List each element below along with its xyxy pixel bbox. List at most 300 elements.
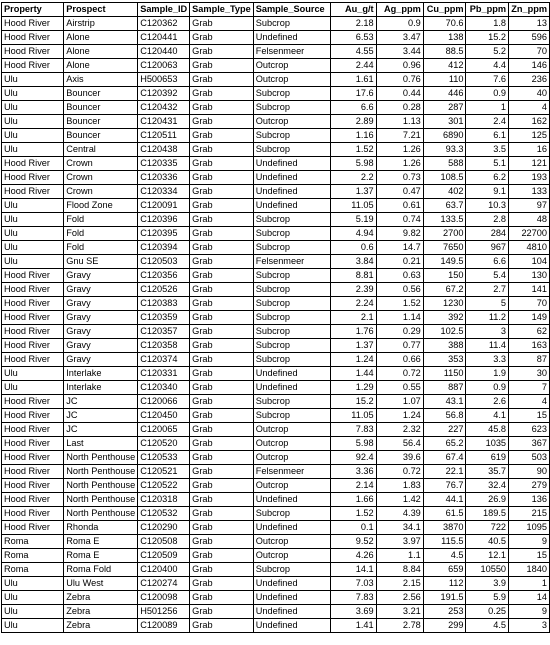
cell-sample-type: Grab	[190, 143, 254, 157]
cell-property: Hood River	[2, 395, 64, 409]
cell-property: Ulu	[2, 255, 64, 269]
cell-property: Ulu	[2, 241, 64, 255]
cell-ag: 1.52	[376, 297, 423, 311]
cell-sample-source: Subcrop	[253, 353, 331, 367]
cell-sample-source: Subcrop	[253, 325, 331, 339]
table-row	[2, 591, 550, 605]
cell-cu: 588	[423, 157, 466, 171]
cell-sample-id: C120358	[138, 339, 190, 353]
cell-au: 6.53	[331, 31, 376, 45]
table-row	[2, 73, 550, 87]
cell-property: Ulu	[2, 199, 64, 213]
cell-ag: 2.32	[376, 423, 423, 437]
cell-sample-type: Grab	[190, 297, 254, 311]
cell-sample-id: C120359	[138, 311, 190, 325]
cell-sample-id: C120362	[138, 17, 190, 31]
cell-cu: 402	[423, 185, 466, 199]
cell-sample-type: Grab	[190, 129, 254, 143]
cell-sample-source: Outcrop	[253, 73, 331, 87]
cell-sample-id: C120432	[138, 101, 190, 115]
table-row	[2, 395, 550, 409]
cell-au: 1.76	[331, 325, 376, 339]
cell-au: 5.19	[331, 213, 376, 227]
cell-ag: 2.56	[376, 591, 423, 605]
cell-property: Ulu	[2, 115, 64, 129]
cell-zn: 163	[509, 339, 550, 353]
cell-au: 1.41	[331, 619, 376, 633]
cell-prospect: Last	[64, 437, 138, 451]
cell-ag: 3.97	[376, 535, 423, 549]
cell-sample-id: C120340	[138, 381, 190, 395]
cell-au: 2.18	[331, 17, 376, 31]
cell-pb: 5.1	[466, 157, 509, 171]
cell-sample-source: Outcrop	[253, 451, 331, 465]
cell-sample-source: Subcrop	[253, 213, 331, 227]
table-row	[2, 185, 550, 199]
cell-zn: 9	[509, 605, 550, 619]
cell-au: 2.44	[331, 59, 376, 73]
cell-pb: 3.5	[466, 143, 509, 157]
cell-au: 2.89	[331, 115, 376, 129]
cell-zn: 503	[509, 451, 550, 465]
cell-sample-id: C120508	[138, 535, 190, 549]
header-sample-id: Sample_ID	[138, 3, 190, 17]
cell-ag: 1.1	[376, 549, 423, 563]
cell-ag: 2.15	[376, 577, 423, 591]
cell-au: 4.94	[331, 227, 376, 241]
cell-sample-id: C120318	[138, 493, 190, 507]
cell-ag: 2.78	[376, 619, 423, 633]
cell-zn: 596	[509, 31, 550, 45]
cell-sample-source: Undefined	[253, 619, 331, 633]
cell-prospect: Gravy	[64, 269, 138, 283]
cell-sample-id: C120431	[138, 115, 190, 129]
cell-property: Hood River	[2, 353, 64, 367]
cell-sample-type: Grab	[190, 59, 254, 73]
cell-au: 8.81	[331, 269, 376, 283]
cell-ag: 0.73	[376, 171, 423, 185]
cell-zn: 1	[509, 577, 550, 591]
cell-zn: 133	[509, 185, 550, 199]
cell-sample-id: C120274	[138, 577, 190, 591]
cell-sample-type: Grab	[190, 591, 254, 605]
cell-prospect: Bouncer	[64, 101, 138, 115]
cell-sample-type: Grab	[190, 437, 254, 451]
cell-cu: 133.5	[423, 213, 466, 227]
table-row	[2, 535, 550, 549]
cell-property: Hood River	[2, 409, 64, 423]
table-row	[2, 339, 550, 353]
cell-cu: 227	[423, 423, 466, 437]
table-row	[2, 619, 550, 633]
cell-cu: 67.4	[423, 451, 466, 465]
cell-property: Ulu	[2, 577, 64, 591]
cell-au: 0.1	[331, 521, 376, 535]
cell-sample-id: C120396	[138, 213, 190, 227]
cell-property: Hood River	[2, 521, 64, 535]
cell-sample-type: Grab	[190, 479, 254, 493]
cell-ag: 0.72	[376, 465, 423, 479]
cell-property: Hood River	[2, 17, 64, 31]
table-row	[2, 367, 550, 381]
cell-cu: 659	[423, 563, 466, 577]
cell-prospect: JC	[64, 395, 138, 409]
cell-sample-type: Grab	[190, 353, 254, 367]
cell-sample-source: Subcrop	[253, 129, 331, 143]
cell-prospect: Gravy	[64, 353, 138, 367]
cell-cu: 1150	[423, 367, 466, 381]
cell-sample-source: Undefined	[253, 605, 331, 619]
cell-au: 1.37	[331, 185, 376, 199]
cell-pb: 5.2	[466, 45, 509, 59]
cell-zn: 141	[509, 283, 550, 297]
cell-sample-type: Grab	[190, 255, 254, 269]
table-row	[2, 129, 550, 143]
cell-pb: 5.9	[466, 591, 509, 605]
cell-ag: 1.42	[376, 493, 423, 507]
cell-sample-source: Undefined	[253, 157, 331, 171]
cell-property: Hood River	[2, 171, 64, 185]
cell-sample-type: Grab	[190, 367, 254, 381]
cell-sample-id: C120089	[138, 619, 190, 633]
table-row	[2, 479, 550, 493]
cell-zn: 48	[509, 213, 550, 227]
cell-zn: 22700	[509, 227, 550, 241]
header-sample-source: Sample_Source	[253, 3, 331, 17]
cell-zn: 193	[509, 171, 550, 185]
cell-sample-type: Grab	[190, 241, 254, 255]
cell-sample-id: C120521	[138, 465, 190, 479]
table-row	[2, 381, 550, 395]
cell-sample-source: Subcrop	[253, 409, 331, 423]
cell-cu: 2700	[423, 227, 466, 241]
cell-property: Hood River	[2, 423, 64, 437]
cell-pb: 15.2	[466, 31, 509, 45]
cell-pb: 3	[466, 325, 509, 339]
header-cu: Cu_ppm	[423, 3, 466, 17]
cell-sample-source: Undefined	[253, 577, 331, 591]
cell-sample-id: C120522	[138, 479, 190, 493]
cell-pb: 40.5	[466, 535, 509, 549]
cell-zn: 1095	[509, 521, 550, 535]
cell-cu: 102.5	[423, 325, 466, 339]
cell-sample-id: H501256	[138, 605, 190, 619]
cell-zn: 146	[509, 59, 550, 73]
table-row	[2, 451, 550, 465]
cell-sample-id: C120438	[138, 143, 190, 157]
cell-sample-source: Undefined	[253, 381, 331, 395]
cell-zn: 236	[509, 73, 550, 87]
cell-pb: 6.1	[466, 129, 509, 143]
cell-pb: 4.1	[466, 409, 509, 423]
cell-ag: 1.13	[376, 115, 423, 129]
cell-pb: 10.3	[466, 199, 509, 213]
cell-prospect: JC	[64, 423, 138, 437]
table-row	[2, 199, 550, 213]
table-row	[2, 283, 550, 297]
cell-sample-type: Grab	[190, 395, 254, 409]
cell-zn: 14	[509, 591, 550, 605]
cell-au: 1.52	[331, 143, 376, 157]
cell-pb: 722	[466, 521, 509, 535]
cell-sample-type: Grab	[190, 577, 254, 591]
cell-pb: 12.1	[466, 549, 509, 563]
cell-au: 17.6	[331, 87, 376, 101]
cell-sample-source: Subcrop	[253, 311, 331, 325]
cell-cu: 299	[423, 619, 466, 633]
table-row	[2, 171, 550, 185]
sample-assay-table	[1, 2, 550, 633]
cell-sample-type: Grab	[190, 115, 254, 129]
cell-au: 7.03	[331, 577, 376, 591]
cell-sample-id: C120400	[138, 563, 190, 577]
cell-property: Hood River	[2, 507, 64, 521]
cell-property: Roma	[2, 549, 64, 563]
cell-ag: 0.63	[376, 269, 423, 283]
cell-prospect: Alone	[64, 45, 138, 59]
cell-zn: 121	[509, 157, 550, 171]
cell-zn: 3	[509, 619, 550, 633]
cell-pb: 4.4	[466, 59, 509, 73]
cell-au: 2.14	[331, 479, 376, 493]
cell-sample-type: Grab	[190, 507, 254, 521]
table-row	[2, 605, 550, 619]
cell-pb: 45.8	[466, 423, 509, 437]
cell-pb: 7.6	[466, 73, 509, 87]
cell-sample-source: Subcrop	[253, 507, 331, 521]
cell-cu: 138	[423, 31, 466, 45]
cell-zn: 623	[509, 423, 550, 437]
cell-cu: 388	[423, 339, 466, 353]
cell-property: Hood River	[2, 185, 64, 199]
cell-prospect: Zebra	[64, 605, 138, 619]
cell-property: Ulu	[2, 591, 64, 605]
cell-pb: 6.2	[466, 171, 509, 185]
cell-pb: 1.9	[466, 367, 509, 381]
cell-au: 1.61	[331, 73, 376, 87]
cell-cu: 6890	[423, 129, 466, 143]
cell-pb: 0.25	[466, 605, 509, 619]
cell-pb: 0.9	[466, 381, 509, 395]
cell-sample-source: Undefined	[253, 199, 331, 213]
cell-au: 11.05	[331, 199, 376, 213]
cell-ag: 0.61	[376, 199, 423, 213]
cell-cu: 108.5	[423, 171, 466, 185]
cell-prospect: Alone	[64, 31, 138, 45]
cell-sample-id: C120440	[138, 45, 190, 59]
cell-cu: 65.2	[423, 437, 466, 451]
cell-au: 2.24	[331, 297, 376, 311]
cell-property: Hood River	[2, 451, 64, 465]
cell-ag: 3.44	[376, 45, 423, 59]
cell-sample-source: Felsenmeer	[253, 255, 331, 269]
cell-cu: 287	[423, 101, 466, 115]
cell-sample-id: C120065	[138, 423, 190, 437]
cell-ag: 1.07	[376, 395, 423, 409]
table-row	[2, 241, 550, 255]
cell-cu: 1230	[423, 297, 466, 311]
cell-sample-source: Outcrop	[253, 479, 331, 493]
cell-au: 2.39	[331, 283, 376, 297]
cell-property: Hood River	[2, 493, 64, 507]
cell-prospect: Gravy	[64, 325, 138, 339]
cell-prospect: North Penthouse	[64, 493, 138, 507]
cell-sample-type: Grab	[190, 465, 254, 479]
cell-zn: 215	[509, 507, 550, 521]
cell-zn: 13	[509, 17, 550, 31]
cell-prospect: Rhonda	[64, 521, 138, 535]
cell-sample-source: Subcrop	[253, 339, 331, 353]
cell-pb: 3.3	[466, 353, 509, 367]
cell-ag: 0.21	[376, 255, 423, 269]
cell-sample-type: Grab	[190, 31, 254, 45]
cell-au: 4.55	[331, 45, 376, 59]
cell-sample-id: H500653	[138, 73, 190, 87]
table-row	[2, 325, 550, 339]
cell-au: 0.6	[331, 241, 376, 255]
cell-sample-type: Grab	[190, 213, 254, 227]
cell-cu: 110	[423, 73, 466, 87]
cell-pb: 4.5	[466, 619, 509, 633]
cell-property: Hood River	[2, 283, 64, 297]
cell-sample-type: Grab	[190, 45, 254, 59]
cell-property: Ulu	[2, 129, 64, 143]
table-row	[2, 269, 550, 283]
cell-sample-source: Subcrop	[253, 87, 331, 101]
cell-sample-source: Outcrop	[253, 115, 331, 129]
table-row	[2, 101, 550, 115]
cell-property: Hood River	[2, 59, 64, 73]
cell-pb: 6.6	[466, 255, 509, 269]
cell-property: Hood River	[2, 479, 64, 493]
header-pb: Pb_ppm	[466, 3, 509, 17]
cell-property: Ulu	[2, 367, 64, 381]
cell-sample-source: Undefined	[253, 185, 331, 199]
cell-cu: 150	[423, 269, 466, 283]
table-row	[2, 577, 550, 591]
cell-cu: 88.5	[423, 45, 466, 59]
cell-ag: 1.26	[376, 157, 423, 171]
cell-sample-id: C120394	[138, 241, 190, 255]
cell-ag: 0.28	[376, 101, 423, 115]
table-row	[2, 31, 550, 45]
table-row	[2, 549, 550, 563]
cell-sample-source: Felsenmeer	[253, 45, 331, 59]
cell-sample-id: C120383	[138, 297, 190, 311]
cell-property: Hood River	[2, 311, 64, 325]
cell-sample-source: Subcrop	[253, 283, 331, 297]
cell-pb: 26.9	[466, 493, 509, 507]
cell-au: 7.83	[331, 423, 376, 437]
cell-prospect: Crown	[64, 171, 138, 185]
cell-prospect: Ulu West	[64, 577, 138, 591]
table-row	[2, 465, 550, 479]
cell-ag: 8.84	[376, 563, 423, 577]
table-row	[2, 423, 550, 437]
cell-sample-type: Grab	[190, 339, 254, 353]
cell-sample-type: Grab	[190, 563, 254, 577]
cell-prospect: Interlake	[64, 381, 138, 395]
cell-ag: 0.76	[376, 73, 423, 87]
cell-property: Ulu	[2, 381, 64, 395]
cell-prospect: Gnu SE	[64, 255, 138, 269]
cell-ag: 0.44	[376, 87, 423, 101]
cell-zn: 7	[509, 381, 550, 395]
cell-sample-type: Grab	[190, 87, 254, 101]
table-row	[2, 45, 550, 59]
cell-zn: 9	[509, 535, 550, 549]
cell-zn: 4	[509, 101, 550, 115]
cell-pb: 2.8	[466, 213, 509, 227]
cell-prospect: Interlake	[64, 367, 138, 381]
cell-cu: 70.6	[423, 17, 466, 31]
cell-pb: 2.6	[466, 395, 509, 409]
cell-pb: 5	[466, 297, 509, 311]
cell-prospect: North Penthouse	[64, 479, 138, 493]
cell-prospect: Crown	[64, 185, 138, 199]
cell-pb: 35.7	[466, 465, 509, 479]
cell-ag: 0.72	[376, 367, 423, 381]
cell-property: Hood River	[2, 45, 64, 59]
header-prospect: Prospect	[64, 3, 138, 17]
cell-ag: 0.9	[376, 17, 423, 31]
cell-prospect: Roma Fold	[64, 563, 138, 577]
cell-cu: 7650	[423, 241, 466, 255]
cell-au: 92.4	[331, 451, 376, 465]
table-row	[2, 437, 550, 451]
cell-pb: 0.9	[466, 87, 509, 101]
cell-sample-id: C120520	[138, 437, 190, 451]
cell-property: Hood River	[2, 297, 64, 311]
cell-au: 6.6	[331, 101, 376, 115]
cell-pb: 2.4	[466, 115, 509, 129]
cell-cu: 44.1	[423, 493, 466, 507]
cell-cu: 887	[423, 381, 466, 395]
cell-ag: 39.6	[376, 451, 423, 465]
cell-pb: 2.7	[466, 283, 509, 297]
cell-cu: 149.5	[423, 255, 466, 269]
cell-pb: 32.4	[466, 479, 509, 493]
cell-sample-id: C120335	[138, 157, 190, 171]
cell-zn: 70	[509, 45, 550, 59]
cell-prospect: Fold	[64, 213, 138, 227]
cell-ag: 7.21	[376, 129, 423, 143]
cell-au: 4.26	[331, 549, 376, 563]
cell-zn: 90	[509, 465, 550, 479]
cell-property: Hood River	[2, 325, 64, 339]
cell-sample-source: Subcrop	[253, 101, 331, 115]
cell-zn: 97	[509, 199, 550, 213]
cell-prospect: Zebra	[64, 619, 138, 633]
cell-pb: 189.5	[466, 507, 509, 521]
cell-prospect: Central	[64, 143, 138, 157]
cell-sample-id: C120441	[138, 31, 190, 45]
cell-property: Ulu	[2, 213, 64, 227]
cell-sample-source: Undefined	[253, 367, 331, 381]
cell-property: Roma	[2, 563, 64, 577]
cell-pb: 1	[466, 101, 509, 115]
cell-sample-type: Grab	[190, 619, 254, 633]
cell-sample-source: Subcrop	[253, 143, 331, 157]
cell-prospect: North Penthouse	[64, 451, 138, 465]
table-row	[2, 115, 550, 129]
cell-au: 5.98	[331, 157, 376, 171]
cell-ag: 0.77	[376, 339, 423, 353]
cell-cu: 115.5	[423, 535, 466, 549]
cell-zn: 62	[509, 325, 550, 339]
cell-sample-id: C120336	[138, 171, 190, 185]
cell-sample-source: Subcrop	[253, 17, 331, 31]
